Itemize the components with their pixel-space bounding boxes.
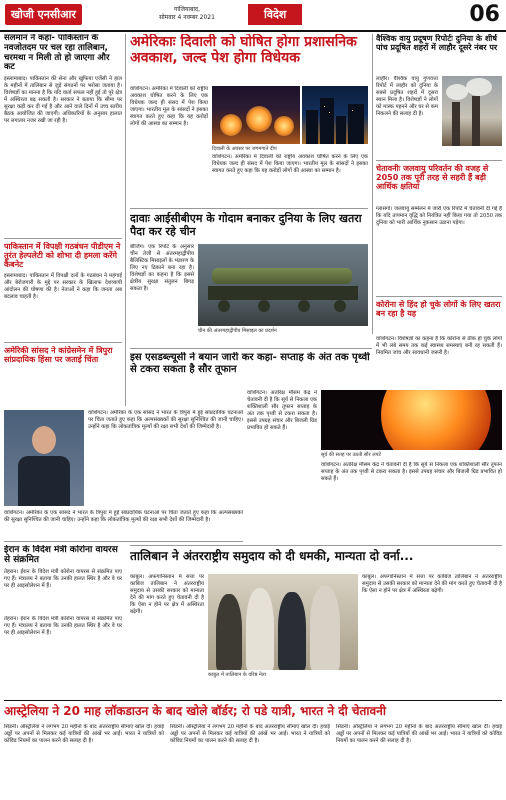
story-australia-col3 [336,724,502,796]
headline: सलमान ने कहा- पाकिस्तान के नवजोतदम पर चल रहा तालिबान, चरमथा न मिली तो हो जाएगा और कट [4,34,110,73]
body-text: सिडनी। ऑस्ट्रेलिया ने लगभग 20 महीनों के बाद अंतरराष्ट्रीय सीमाएं खोल दीं। हवाई अड्डों पर अपनों से मिलकर कई यात्रियों की आंखें भर आईं। भारत ने यात्रियों को कोविड नियमों का पालन करने की सलाह दी है। [4,724,164,744]
body-text: वाशिंगटन। अमेरिका में दिवाली को राष्ट्रीय अवकाश घोषित करने के लिए एक विधेयक जल्द ही संसद में पेश किया जाएगा। भारतीय मूल के सांसदों ने इसका स्वागत करते हुए कहा कि यह करोड़ों लोगों की आस्था का सम्मान है। [130,86,208,127]
dateline-city: गाजियाबाद, [173,6,201,13]
body-text: इस्लामाबाद। पाकिस्तान की सेना और खुफिया एजेंसी ने हाल के महीनों में तालिबान से जुड़े संगठनों पर भरोसा जताया है। विशेषज्ञों का मानना है कि यदि वार्ता सफल नहीं हुई तो पूरे क्षेत्र में अस्थिरता बढ़ सकती है। सरकार ने बताया कि सीमा पर सुरक्षा कड़ी कर दी गई है और आने वाले दिनों में उच्च स्तरीय बैठक आयोजित की जाएगी। अधिकारियों के अनुसार हालात पर लगातार नजर रखी जा रही है। [4,76,122,125]
story-covid-head [376,300,502,334]
body-text: काबुल। अफगानिस्तान में सत्ता पर काबिज तालिबान ने अंतरराष्ट्रीय समुदाय से उसकी सरकार को मान्यता देने की मांग करते हुए चेतावनी दी है कि ऐसा न होने पर क्षेत्र में अस्थिरता बढ़ेगी। [362,574,502,594]
body-text: वाशिंगटन। अंतरिक्ष मौसम केंद्र ने चेतावनी दी है कि सूर्य से निकला एक शक्तिशाली सौर तूफान सप्ताह के अंत तक पृथ्वी से टकरा सकता है। इससे उपग्रह संचार और बिजली ग्रिड प्रभावित हो सकते हैं। [247,390,317,431]
photo-caption: चीन की अंतरमहाद्वीपीय मिसाइल का प्रदर्शन [198,328,277,334]
missile-photo [198,244,368,326]
dateline-date: सोमवार 4 नवम्बर 2021 [159,14,215,21]
page-number: 06 [469,2,500,27]
story-glasgow-head [376,164,502,204]
diwali-lamps-photo [212,86,300,144]
body-text: वाशिंगटन। अमेरिका के एक सांसद ने भारत के त्रिपुरा में हुई सांप्रदायिक घटनाओं पर चिंता जताते हुए कहा कि अल्पसंख्यकों की सुरक्षा सुनिश्चित की जानी चाहिए। उन्होंने कहा कि लोकतांत्रिक मूल्यों की रक्षा सभी देशों की जिम्मेदारी है। [4,510,243,523]
story-diwali-cont [212,154,368,204]
body-text: सिडनी। ऑस्ट्रेलिया ने लगभग 20 महीनों के बाद अंतरराष्ट्रीय सीमाएं खोल दीं। हवाई अड्डों पर अपनों से मिलकर कई यात्रियों की आंखें भर आईं। भारत ने यात्रियों को कोविड नियमों का पालन करने की सलाह दी है। [170,724,330,744]
headline: पाकिस्तान में विपक्षी गठबंधन पीडीएम ने तुरंत हेल्पलेटी को शोभा दी हमला करेंगे कैबनेट [4,242,121,270]
body-text: सिडनी। ऑस्ट्रेलिया ने लगभग 20 महीनों के बाद अंतरराष्ट्रीय सीमाएं खोल दीं। हवाई अड्डों पर अपनों से मिलकर कई यात्रियों की आंखें भर आईं। भारत ने यात्रियों को कोविड नियमों का पालन करने की सलाह दी है। [336,724,502,744]
divider [376,296,502,297]
divider [130,208,368,209]
body-text: लाहौर। वैश्विक वायु गुणवत्ता रिपोर्ट में लाहौर को दुनिया के सबसे प्रदूषित शहरों में दूसरा स्थान मिला है। विशेषज्ञों ने लोगों को मास्क पहनने और घर से कम निकलने की सलाह दी है। [376,76,438,117]
headline: अमेरिकी सांसद ने कांग्रेसमेन में त्रिपुरा सांप्रदायिक हिंसा पर जताई चिंता [4,346,113,365]
body-text: बीजिंग। एक रिपोर्ट के अनुसार चीन तेजी से अंतरमहाद्वीपीय बैलिस्टिक मिसाइलों के भंडारण के लिए नए ठिकाने बना रहा है। विशेषज्ञों का कहना है कि इससे क्षेत्रीय सुरक्षा संतुलन बिगड़ सकता है। [130,244,194,292]
headline: इस एसडब्ल्यूसी ने बयान जारी कर कहा- सप्ताह के अंत तक पृथ्वी से टकरा सकता है सौर तूफान [130,352,370,375]
headline: कोरोना से हिंद हो चुके लोगों के लिए खतरा बन रहा है यह [376,300,501,319]
divider [4,342,122,343]
story-pak-cbi [4,34,122,234]
story-pak-cabinet [4,242,122,338]
brand-logo: खोजी एनसीआर [5,4,82,25]
photo-caption: दिवाली के अवसर पर जगमगाते दीप [212,146,277,152]
body-text: वाशिंगटन। अंतरिक्ष मौसम केंद्र ने चेतावनी दी है कि सूर्य से निकला एक शक्तिशाली सौर तूफान सप्ताह के अंत तक पृथ्वी से टकरा सकता है। इससे उपग्रह संचार और बिजली ग्रिड प्रभावित हो सकते हैं। [321,462,502,482]
divider [130,545,502,546]
body-text: वाशिंगटन। अमेरिका के एक सांसद ने भारत के त्रिपुरा में हुई सांप्रदायिक घटनाओं पर चिंता जताते हुए कहा कि अल्पसंख्यकों की सुरक्षा सुनिश्चित की जानी चाहिए। उन्होंने कहा कि लोकतांत्रिक मूल्यों की रक्षा सभी देशों की जिम्मेदारी है। [88,410,243,430]
headline: आस्ट्रेलिया ने 20 माह लॉकडाउन के बाद खोले बॉर्डर; रो पडे यात्री, भारत ने दी चेतावनी [4,704,386,718]
story-australia-head [4,704,502,722]
headline: चेतावनीः जलवायु परिवर्तन की वजह से 2050 तक पूरी तरह से सहरी हैं बड़ी आर्थिक क्षतियां [376,164,489,192]
section-label: विदेश [248,4,302,25]
column-rule [372,34,373,334]
story-sun-head [130,352,372,386]
story-us-senate-head [4,346,122,406]
body-text: काबुल। अफगानिस्तान में सत्ता पर काबिज तालिबान ने अंतरराष्ट्रीय समुदाय से उसकी सरकार को मान्यता देने की मांग करते हुए चेतावनी दी है कि ऐसा न होने पर क्षेत्र में अस्थिरता बढ़ेगी। [130,574,204,615]
story-china-body [130,244,194,340]
column-rule [125,34,126,406]
story-taliban-head [130,549,502,571]
story-china-head [130,212,368,242]
story-glasgow-body [376,206,502,286]
story-australia-col1 [4,724,164,796]
divider [376,160,502,161]
story-us-senate-cont [4,510,243,538]
story-diwali-head [130,34,368,84]
taliban-photo [208,574,358,670]
smoke-stacks-photo [442,76,502,146]
body-text: तेहरान। ईरान के विदेश मंत्री कोरोना वायरस से संक्रमित पाए गए हैं। मंत्रालय ने बताया कि उनकी हालत स्थिर है और वे घर पर ही आइसोलेशन में हैं। [4,568,122,589]
divider [4,238,122,239]
photo-caption: सूर्य की सतह पर उठती सौर लपटें [321,452,381,458]
divider [4,700,502,701]
story-taliban-cont [362,574,502,694]
body-text: वाशिंगटन। विशेषज्ञों का कहना है कि कोरोना से ठीक हो चुके लोगों में भी लंबे समय तक कई स्वास्थ्य समस्याएं बनी रह सकती हैं। नियमित जांच और सावधानी जरूरी है। [376,336,502,356]
story-sun-cont [321,462,502,540]
body-text: इस्लामाबाद। पाकिस्तान में विपक्षी दलों के गठबंधन ने महंगाई और बेरोजगारी के मुद्दे पर सरकार के खिलाफ देशव्यापी आंदोलन की घोषणा की है। नेताओं ने कहा कि जनता अब बदलाव चाहती है। [4,272,122,300]
story-sun-body [247,390,317,540]
body-text: वाशिंगटन। अमेरिका में दिवाली को राष्ट्रीय अवकाश घोषित करने के लिए एक विधेयक जल्द ही संसद में पेश किया जाएगा। भारतीय मूल के सांसदों ने इसका स्वागत करते हुए कहा कि यह करोड़ों लोगों की आस्था का सम्मान है। [212,154,368,174]
story-pollution-body [376,76,438,156]
sun-photo [321,390,502,450]
story-diwali-body [130,86,208,204]
story-iran-cont [4,616,122,696]
city-night-photo [302,86,368,144]
headline: वैश्विक वायु प्रदूषण रिपोर्टः दुनिया के शीर्ष पांच प्रदूषित शहरों में लाहौर दूसरे नंबर पर [376,34,498,53]
headline: दावाः आईसीबीएम के गोदाम बनाकर दुनिया के लिए खतरा पैदा कर रहे चीन [130,212,362,238]
divider [130,348,372,349]
headline: तालिबान ने अंतरराष्ट्रीय समुदाय को दी धमकी, मान्यता दो वर्ना... [130,549,414,563]
body-text: तेहरान। ईरान के विदेश मंत्री कोरोना वायरस से संक्रमित पाए गए हैं। मंत्रालय ने बताया कि उनकी हालत स्थिर है और वे घर पर ही आइसोलेशन में हैं। [4,616,122,636]
senator-photo [4,410,84,506]
photo-caption: काबुल में तालिबान के वरिष्ठ नेता [208,672,266,678]
story-australia-col2 [170,724,330,796]
headline: अमेरिकाः दिवाली को घोषित होगा प्रशासनिक अवकाश, जल्द पेश होगा विधेयक [130,34,357,66]
story-taliban-body [130,574,204,694]
story-pollution-head [376,34,502,74]
masthead [0,0,506,32]
dateline [132,6,242,22]
headline: ईरान के विदेश मंत्री कोरोना वायरस से संक्रमित [4,545,118,566]
divider [4,541,243,542]
body-text: ग्लासगो। जलवायु सम्मेलन में जारी एक रिपोर्ट में चेतावनी दी गई है कि यदि तापमान वृद्धि को नियंत्रित नहीं किया गया तो 2050 तक दुनिया को भारी आर्थिक नुकसान उठाना पड़ेगा। [376,206,502,226]
story-us-senate-body [88,410,243,506]
story-iran [4,545,122,613]
